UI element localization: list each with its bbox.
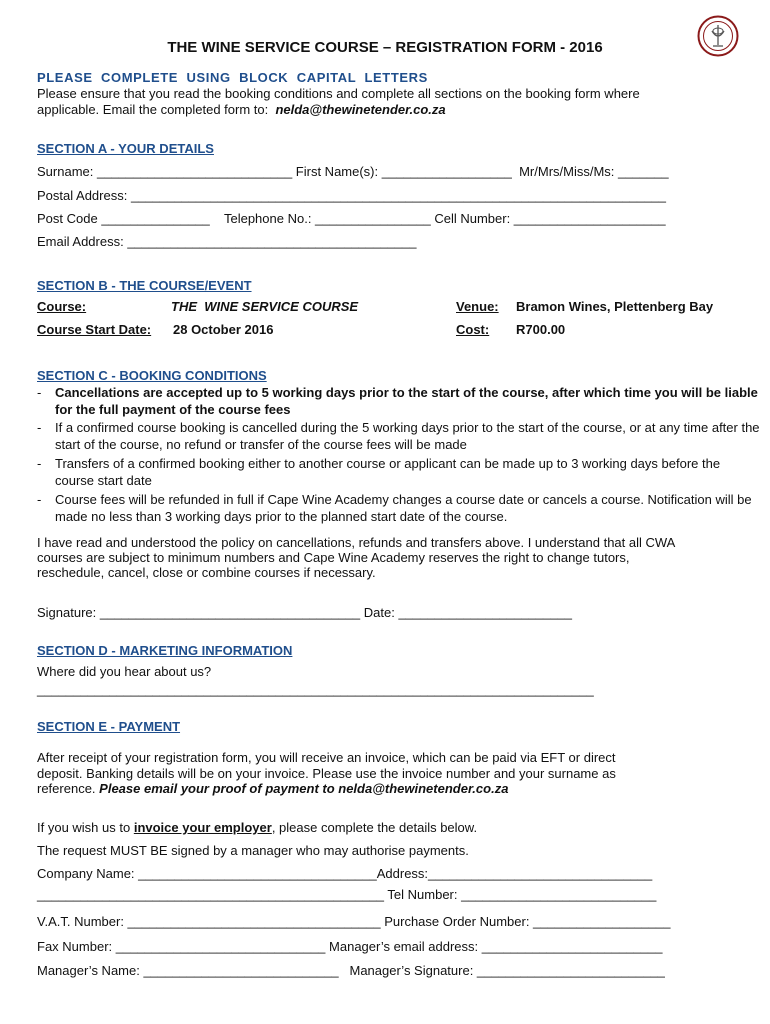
surname-row[interactable]: Surname: ___________________________ First Name(s): __________________ Mr/Mrs/Miss/Ms: _______: [37, 164, 669, 179]
hear-about-us-question: Where did you hear about us?: [37, 664, 212, 679]
course-start-date-value: 28 October 2016: [173, 322, 274, 337]
section-e-heading: SECTION E - PAYMENT: [37, 719, 181, 734]
payment-line-3: reference. Please email your proof of payment to nelda@thewinetender.co.za: [37, 781, 509, 796]
fax-email-row[interactable]: Fax Number: _____________________________ Manager’s email address: _________________________: [37, 939, 663, 954]
postal-address-row[interactable]: Postal Address: __________________________________________________________________________: [37, 188, 666, 203]
course-label: Course:: [37, 299, 87, 314]
section-b-heading: SECTION B - THE COURSE/EVENT: [37, 278, 252, 293]
policy-line-2: courses are subject to minimum numbers and Cape Wine Academy reserves the right to change tutors,: [37, 550, 630, 565]
manager-name-signature-row[interactable]: Manager’s Name: ___________________________ Manager’s Signature: __________________________: [37, 963, 665, 978]
manager-request-line: The request MUST BE signed by a manager who may authorise payments.: [37, 843, 469, 858]
vat-po-row[interactable]: V.A.T. Number: ___________________________________ Purchase Order Number: ___________________: [37, 914, 671, 929]
hear-about-us-field[interactable]: _____________________________________________________________________________: [37, 682, 594, 697]
payment-line-2: deposit. Banking details will be on your invoice. Please use the invoice number and your surname as: [37, 766, 616, 781]
page-title: THE WINE SERVICE COURSE – REGISTRATION FORM - 2016: [167, 39, 603, 56]
section-a-heading: SECTION A - YOUR DETAILS: [37, 141, 214, 156]
section-c-heading: SECTION C - BOOKING CONDITIONS: [37, 368, 267, 383]
intro-line-1: Please ensure that you read the booking conditions and complete all sections on the booking form where: [37, 86, 640, 101]
contact-numbers-row[interactable]: Post Code _______________ Telephone No.: ________________ Cell Number: _____________________: [37, 211, 666, 226]
cost-label: Cost:: [456, 322, 490, 337]
company-address-row[interactable]: Company Name: _________________________________Address:_______________________________: [37, 866, 653, 881]
tel-number-row[interactable]: ________________________________________________ Tel Number: ___________________________: [37, 887, 657, 902]
course-start-date-label: Course Start Date:: [37, 322, 152, 337]
venue-value: Bramon Wines, Plettenberg Bay: [516, 299, 714, 314]
email-address-row[interactable]: Email Address: ________________________________________: [37, 234, 417, 249]
venue-label: Venue:: [456, 299, 499, 314]
section-d-heading: SECTION D - MARKETING INFORMATION: [37, 643, 293, 658]
cost-value: R700.00: [516, 322, 566, 337]
course-value: THE WINE SERVICE COURSE: [171, 299, 359, 314]
signature-date-row[interactable]: Signature: ____________________________________ Date: ________________________: [37, 605, 572, 620]
invoice-employer-line: If you wish us to invoice your employer, please complete the details below.: [37, 820, 478, 835]
policy-line-3: reschedule, cancel, close or combine courses if necessary.: [37, 565, 376, 580]
policy-line-1: I have read and understood the policy on cancellations, refunds and transfers above. I understand that all CWA: [37, 535, 676, 550]
contact-email-link[interactable]: nelda@thewinetender.co.za: [275, 102, 446, 117]
intro-line-2: applicable. Email the completed form to: nelda@thewinetender.co.za: [37, 102, 446, 117]
payment-line-1: After receipt of your registration form, you will receive an invoice, which can be paid via EFT or direct: [37, 750, 616, 765]
block-capitals-instruction: PLEASE COMPLETE USING BLOCK CAPITAL LETTERS: [37, 70, 428, 85]
